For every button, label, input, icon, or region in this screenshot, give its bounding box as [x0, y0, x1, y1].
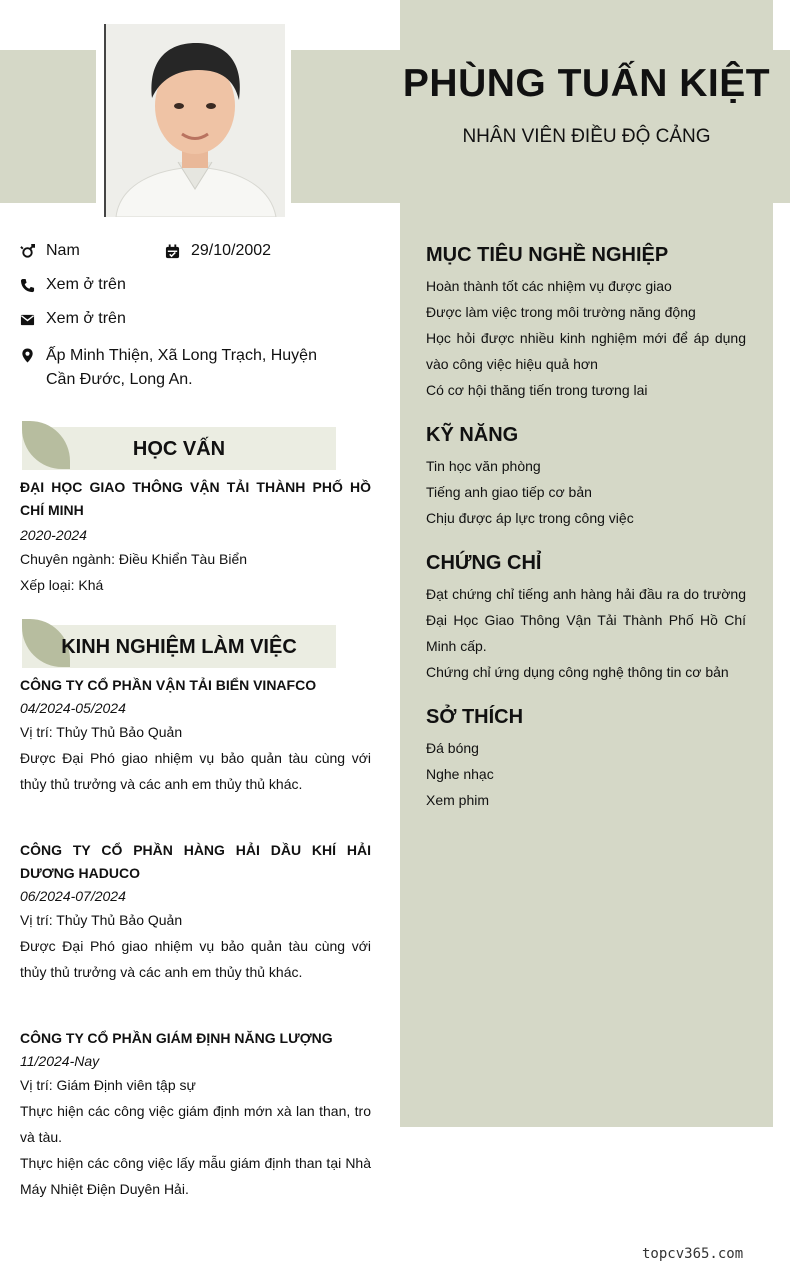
birthday-row — [165, 242, 271, 260]
certificates-title: CHỨNG CHỈ — [426, 552, 542, 574]
job-company: CÔNG TY CỔ PHẦN GIÁM ĐỊNH NĂNG LƯỢNG — [20, 1030, 333, 1046]
hobby-item: Xem phim — [426, 792, 490, 808]
job-description: Được Đại Phó giao nhiệm vụ bảo quản tàu cùng với thủy thủ trưởng và các anh em thủy thủ khác. — [20, 750, 371, 792]
hobby-item: Đá bóng — [426, 740, 479, 756]
objective-item: Học hỏi được nhiều kinh nghiệm mới để áp dụng vào công việc hiệu quả hơn — [426, 330, 746, 372]
job-company: CÔNG TY CỔ PHẦN VẬN TẢI BIỂN VINAFCO — [20, 677, 317, 693]
job-period: 11/2024-Nay — [20, 1053, 100, 1069]
skill-item: Tiếng anh giao tiếp cơ bản — [426, 484, 592, 500]
skill-item: Chịu được áp lực trong công việc — [426, 510, 634, 526]
profile-photo — [104, 24, 285, 217]
gender-text: Nam — [46, 242, 80, 259]
job-entry — [20, 674, 371, 797]
gender-row — [20, 242, 80, 260]
job-description: Được Đại Phó giao nhiệm vụ bảo quản tàu cùng với thủy thủ trưởng và các anh em thủy thủ khác. — [20, 938, 371, 980]
objective-section — [426, 241, 746, 403]
hobbies-title: SỞ THÍCH — [426, 706, 524, 728]
email-row — [20, 310, 126, 328]
job-description: Thực hiện các công việc giám định mớn xà lan than, tro và tàu. — [20, 1103, 371, 1145]
candidate-position: NHÂN VIÊN ĐIỀU ĐỘ CẢNG — [462, 126, 711, 147]
objective-title: MỤC TIÊU NGHỀ NGHIỆP — [426, 244, 669, 266]
certificates-section — [426, 549, 746, 685]
job-entry — [20, 1027, 371, 1202]
job-company: CÔNG TY CỔ PHẦN HÀNG HẢI DẦU KHÍ HẢI DƯƠNG HADUCO — [20, 842, 371, 881]
job-role: Vị trí: Giám Định viên tập sự — [20, 1077, 196, 1093]
hobby-item: Nghe nhạc — [426, 766, 494, 782]
objective-item: Hoàn thành tốt các nhiệm vụ được giao — [426, 278, 672, 294]
hobbies-section — [426, 703, 746, 813]
skills-title: KỸ NĂNG — [426, 424, 519, 446]
job-role: Vị trí: Thủy Thủ Bảo Quản — [20, 912, 183, 928]
email-text: Xem ở trên — [46, 310, 126, 327]
address-row — [20, 344, 350, 392]
calendar-icon — [165, 244, 180, 259]
job-period: 06/2024-07/2024 — [20, 888, 126, 904]
phone-icon — [20, 278, 35, 293]
job-period: 04/2024-05/2024 — [20, 700, 126, 716]
phone-row — [20, 276, 126, 294]
location-pin-icon — [20, 348, 35, 363]
education-period: 2020-2024 — [20, 527, 87, 543]
certificate-item: Chứng chỉ ứng dụng công nghệ thông tin cơ bản — [426, 664, 729, 680]
job-role: Vị trí: Thủy Thủ Bảo Quản — [20, 724, 183, 740]
candidate-name: PHÙNG TUẤN KIỆT — [402, 62, 771, 105]
gender-icon — [20, 244, 35, 259]
skill-item: Tin học văn phòng — [426, 458, 541, 474]
portrait-illustration — [106, 24, 285, 217]
job-entry — [20, 839, 371, 985]
education-block — [20, 476, 371, 598]
experience-title: KINH NGHIỆM LÀM VIỆC — [61, 636, 297, 658]
phone-text: Xem ở trên — [46, 276, 126, 293]
skills-section — [426, 421, 746, 531]
school-name: ĐẠI HỌC GIAO THÔNG VẬN TẢI THÀNH PHỐ HỒ CHÍ MINH — [20, 479, 371, 518]
education-rank: Xếp loại: Khá — [20, 577, 104, 593]
header-band-left — [0, 50, 96, 203]
objective-item: Có cơ hội thăng tiến trong tương lai — [426, 382, 648, 398]
education-major: Chuyên ngành: Điều Khiển Tàu Biển — [20, 551, 248, 567]
education-heading — [22, 427, 336, 470]
envelope-icon — [20, 312, 35, 327]
certificate-item: Đạt chứng chỉ tiếng anh hàng hải đầu ra do trường Đại Học Giao Thông Vận Tải Thành Phố Hồ Chí Minh cấp. — [426, 586, 746, 654]
education-title: HỌC VẤN — [132, 438, 226, 460]
birthday-text: 29/10/2002 — [191, 242, 272, 259]
job-description: Thực hiện các công việc lấy mẫu giám định than tại Nhà Máy Nhiệt Điện Duyên Hải. — [20, 1155, 371, 1197]
header-band-right — [773, 50, 790, 203]
watermark: topcv365.com — [642, 1246, 744, 1262]
address-text: Ấp Minh Thiện, Xã Long Trạch, Huyện Cần Đước, Long An. — [46, 347, 317, 388]
header-band-middle — [291, 50, 411, 203]
objective-item: Được làm việc trong môi trường năng động — [426, 304, 696, 320]
experience-heading — [22, 625, 336, 668]
